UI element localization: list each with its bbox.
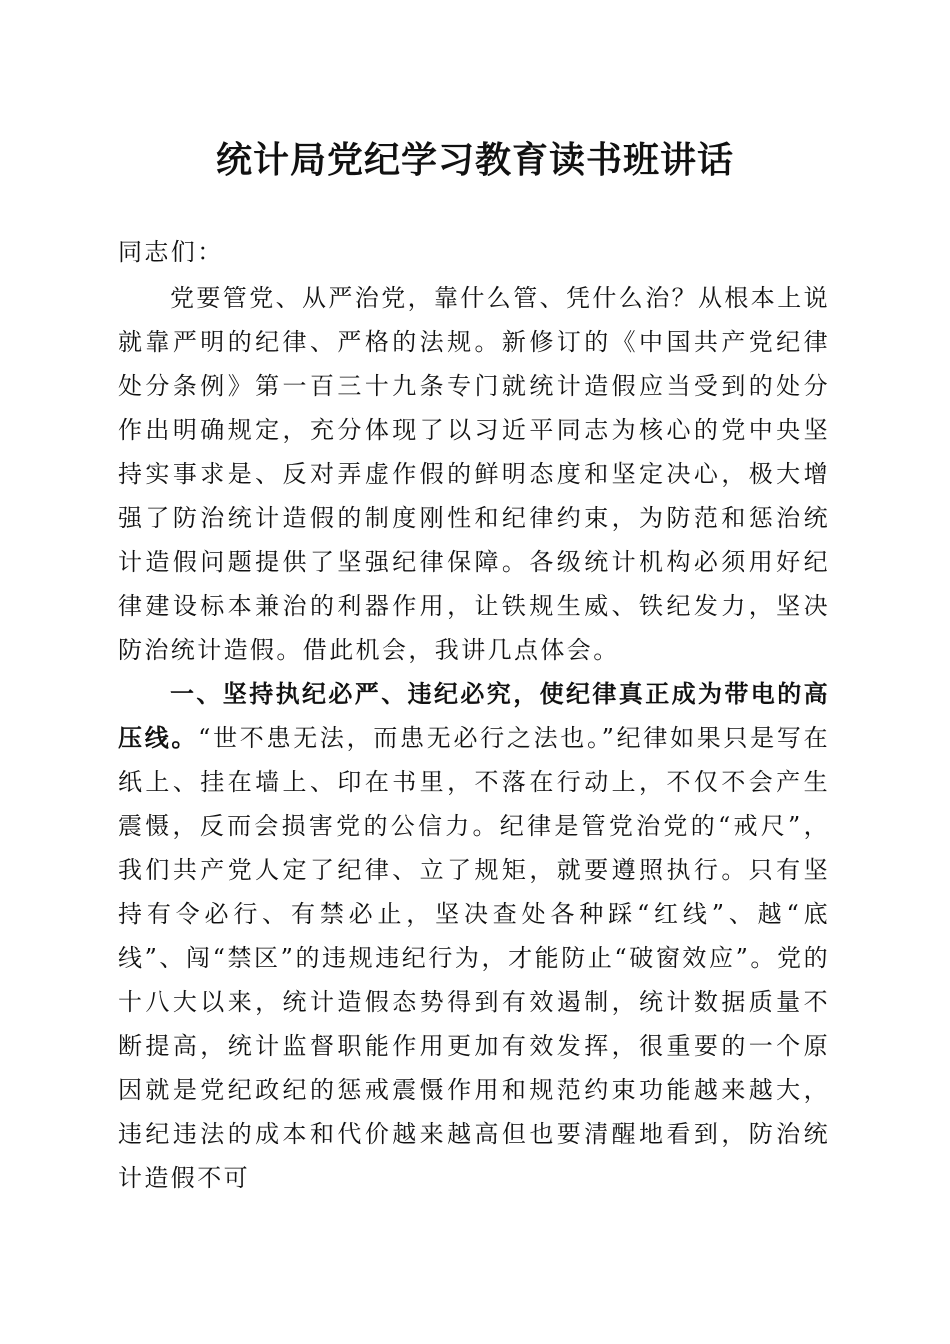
document-body [118,230,830,1200]
document-title: 统计局党纪学习教育读书班讲话 [215,139,734,181]
paragraph-intro: 党要管党、从严治党，靠什么管、凭什么治？从根本上说就靠严明的纪律、严格的法规。新修订的《中国共产党纪律处分条例》第一百三十九条专门就统计造假应当受到的处分作出明确规定，充分体现了以习近平同志为核心的党中央坚持实事求是、反对弄虚作假的鲜明态度和坚定决心，极大增强了防治统计造假的制度刚性和纪律约束，为防范和惩治统计造假问题提供了坚强纪律保障。各级统计机构必须用好纪律建设标本兼治的利器作用，让铁规生威、铁纪发力，坚决防治统计造假。借此机会，我讲几点体会。 [118,284,830,664]
section-1-body: “世不患无法，而患无必行之法也。”纪律如果只是写在纸上、挂在墙上、印在书里，不落在行动上，不仅不会产生震慑，反而会损害党的公信力。纪律是管党治党的“戒尺”，我们共产党人定了纪律、立了规矩，就要遵照执行。只有坚持有令必行、有禁必止，坚决查处各种踩“红线”、越“底线”、闯“禁区”的违规违纪行为，才能防止“破窗效应”。党的十八大以来，统计造假态势得到有效遏制，统计数据质量不断提高，统计监督职能作用更加有效发挥，很重要的一个原因就是党纪政纪的惩戒震慑作用和规范约束功能越来越大，违纪违法的成本和代价越来越高但也要清醒地看到，防治统计造假不可 [118,724,830,1192]
section-1-heading: 一、坚持执纪必严、违纪必究，使纪律真正成为带电的高压线。 [118,680,830,752]
greeting: 同志们： [118,238,224,266]
paragraph-section-1 [118,672,830,1200]
